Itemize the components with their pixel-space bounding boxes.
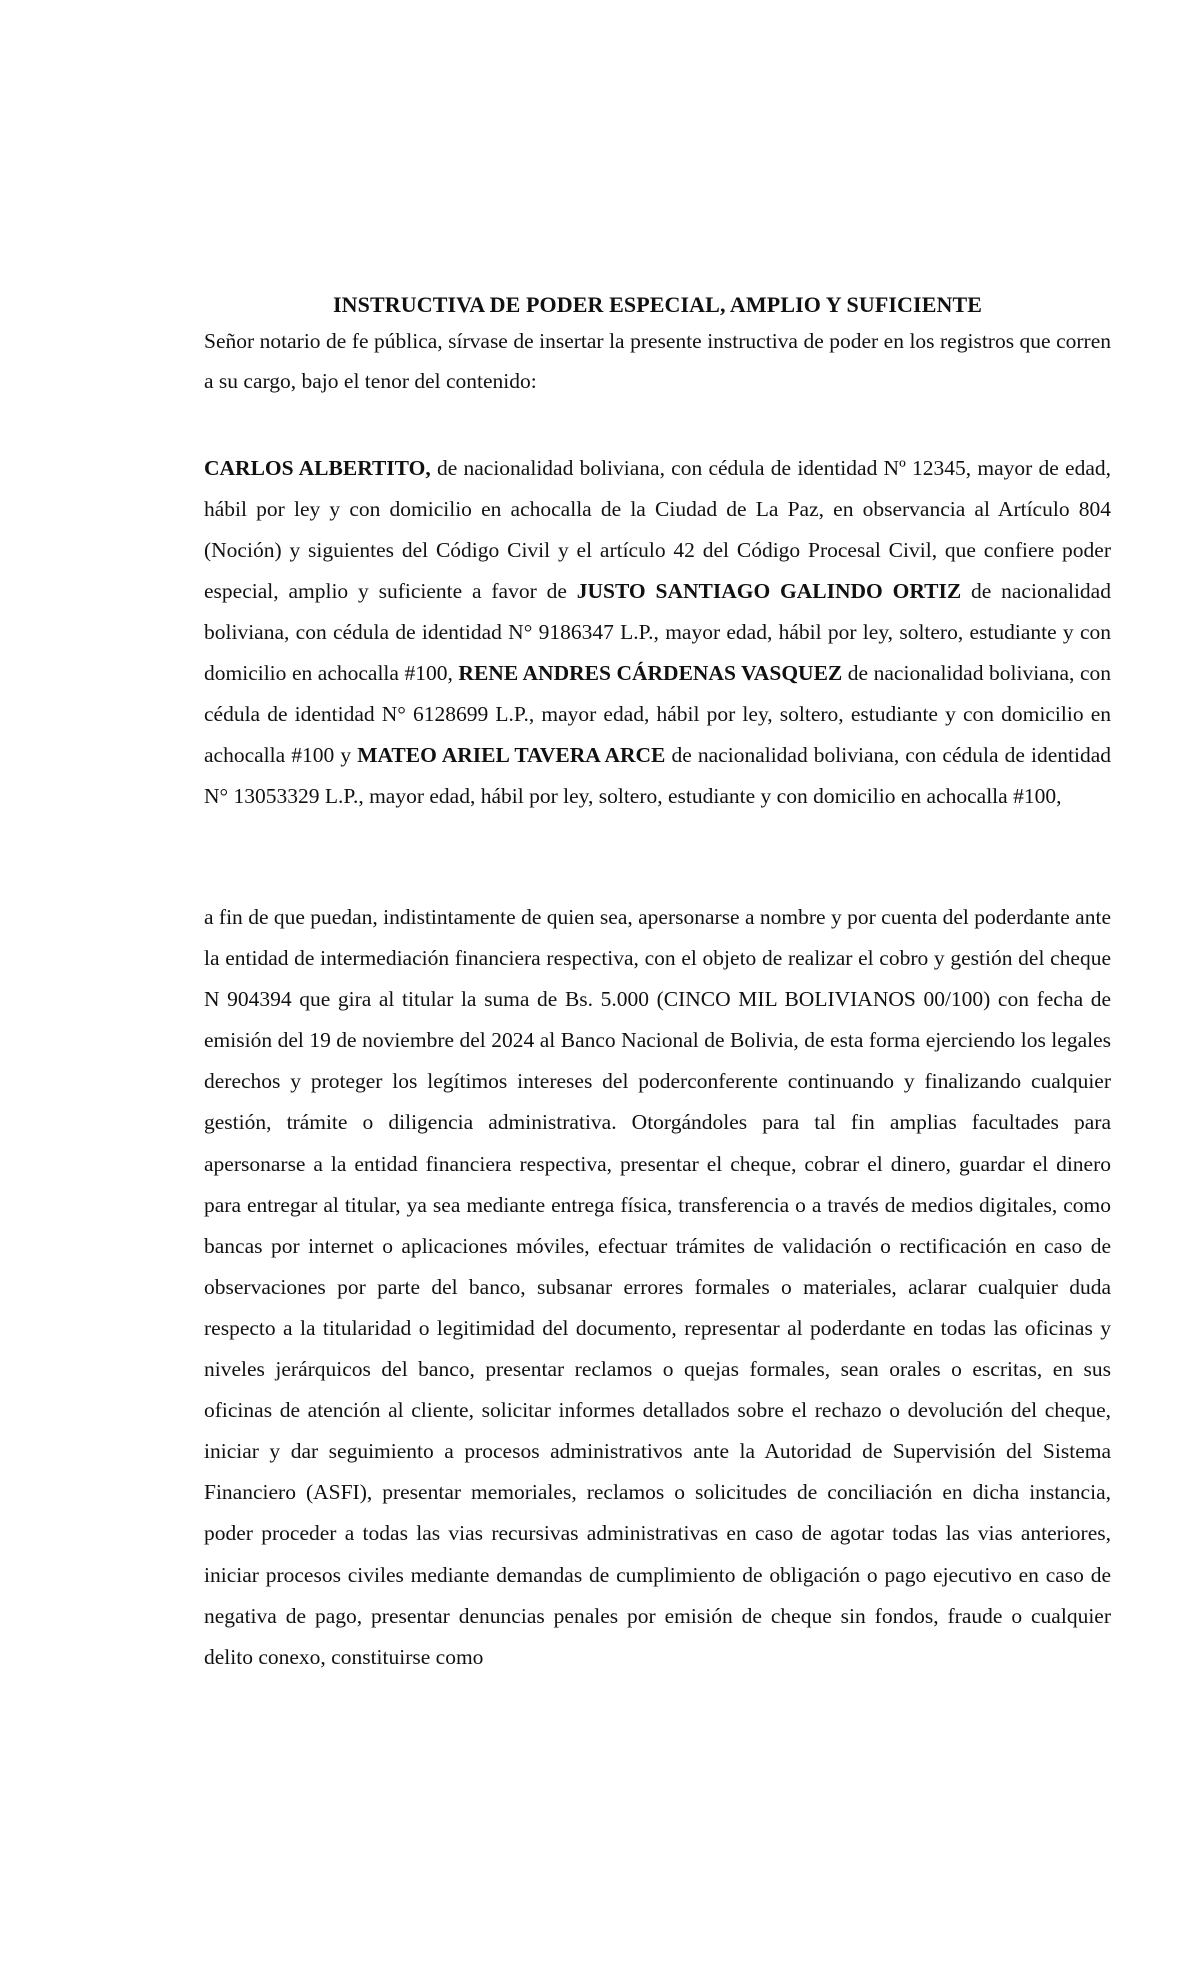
attorney-name-3: MATEO ARIEL TAVERA ARCE <box>357 743 666 767</box>
document-title: INSTRUCTIVA DE PODER ESPECIAL, AMPLIO Y SUFICIENTE <box>332 292 983 317</box>
grantor-name: CARLOS ALBERTITO, <box>204 456 431 480</box>
grant-text-1: de nacionalidad boliviana, con cédula de identidad Nº 12345, mayor de edad, hábil por ley y con domicilio en achocalla de la Ciudad de La Paz, en observancia al Artículo 804 (Noción) y siguientes del Código Civil y el artículo 42 del Código Procesal Civil, que confiere poder especial, amplio y suficiente a favor de <box>204 456 1111 603</box>
grant-text-2: de nacionalidad boliviana, con cédula de identidad N° 9186347 L.P., mayor edad, hábil por ley, soltero, estudiante y con domicilio en achocalla #100, <box>204 579 1111 685</box>
purpose-paragraph: a fin de que puedan, indistintamente de quien sea, apersonarse a nombre y por cuenta del poderdante ante la entidad de intermediación financiera respectiva, con el objeto de realizar el cobro y gestión del cheque N 904394 que gira al titular la suma de Bs. 5.000 (CINCO MIL BOLIVIANOS 00/100) con fecha de emisión del 19 de noviembre del 2024 al Banco Nacional de Bolivia, de esta forma ejerciendo los legales derechos y proteger los legítimos intereses del poderconferente continuando y finalizando cualquier gestión, trámite o diligencia administrativa. Otorgándoles para tal fin amplias facultades para apersonarse a la entidad financiera respectiva, presentar el cheque, cobrar el dinero, guardar el dinero para entregar al titular, ya sea mediante entrega física, transferencia o a través de medios digitales, como bancas por internet o aplicaciones móviles, efectuar trámites de validación o rectificación en caso de observaciones por parte del banco, subsanar errores formales o materiales, aclarar cualquier duda respecto a la titularidad o legitimidad del documento, representar al poderdante en todas las oficinas y niveles jerárquicos del banco, presentar reclamos o quejas formales, sean orales o escritas, en sus oficinas de atención al cliente, solicitar informes detallados sobre el rechazo o devolución del cheque, iniciar y dar seguimiento a procesos administrativos ante la Autoridad de Supervisión del Sistema Financiero (ASFI), presentar memoriales, reclamos o solicitudes de conciliación en dicha instancia, poder proceder a todas las vias recursivas administrativas en caso de agotar todas las vias anteriores, iniciar procesos civiles mediante demandas de cumplimiento de obligación o pago ejecutivo en caso de negativa de pago, presentar denuncias penales por emisión de cheque sin fondos, fraude o cualquier delito conexo, constituirse como <box>204 905 1111 1669</box>
attorney-name-1: JUSTO SANTIAGO GALINDO ORTIZ <box>576 579 962 603</box>
intro-paragraph: Señor notario de fe pública, sírvase de insertar la presente instructiva de poder en los registros que corren a su cargo, bajo el tenor del contenido: <box>204 329 1111 393</box>
grant-paragraph <box>204 448 1111 817</box>
attorney-name-2: RENE ANDRES CÁRDENAS VASQUEZ <box>458 661 843 685</box>
grant-text-3: de nacionalidad boliviana, con cédula de identidad N° 6128699 L.P., mayor edad, hábil por ley, soltero, estudiante y con domicilio en achocalla #100 y <box>204 661 1111 767</box>
grant-text-4: de nacionalidad boliviana, con cédula de identidad N° 13053329 L.P., mayor edad, hábil por ley, soltero, estudiante y con domicilio en achocalla #100, <box>204 743 1111 808</box>
